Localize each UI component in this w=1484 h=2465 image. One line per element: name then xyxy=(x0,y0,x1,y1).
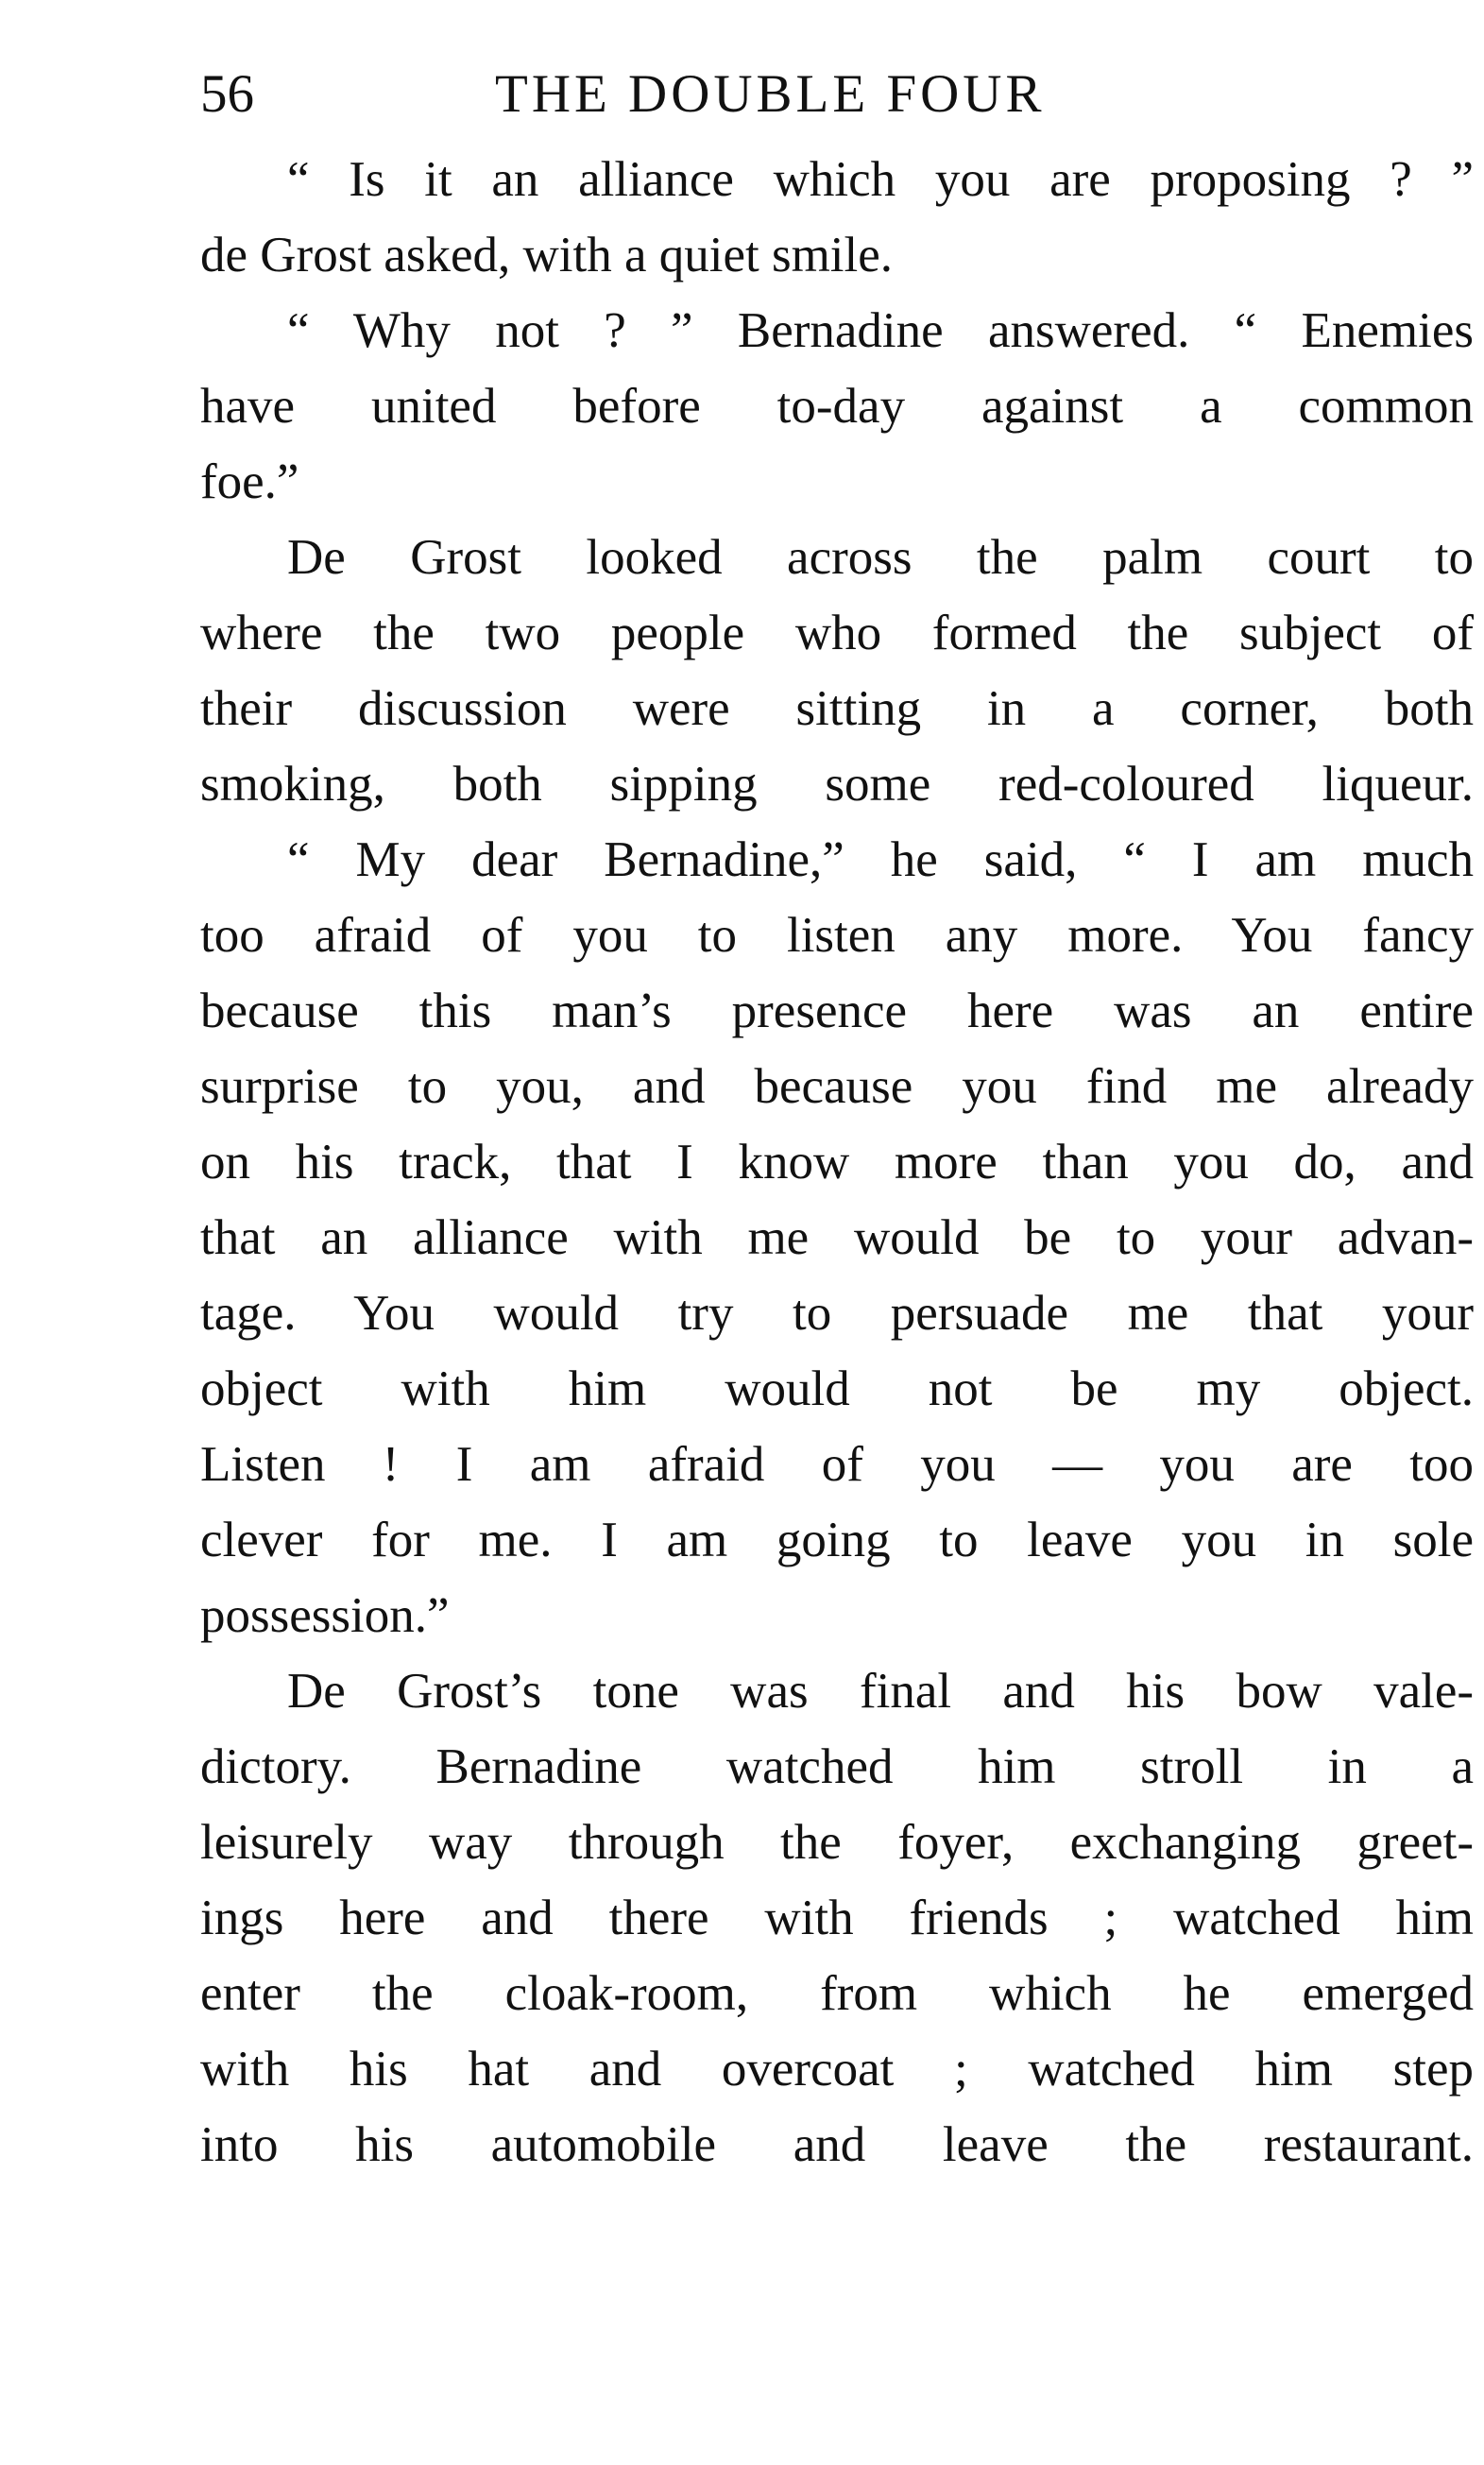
text-line: “ Why not ? ” Bernadine answered. “ Enemies xyxy=(287,303,1474,358)
paragraph xyxy=(200,142,1474,293)
text-line: into his automobile and leave the restaurant. xyxy=(200,2117,1474,2172)
text-line: De Grost looked across the palm court to xyxy=(287,530,1474,585)
paragraph xyxy=(200,822,1474,1653)
running-head xyxy=(200,57,1474,132)
text-line: have united before to-day against a common xyxy=(200,379,1474,434)
text-line: tage. You would try to persuade me that your xyxy=(200,1286,1474,1341)
body-text xyxy=(200,142,1474,2183)
text-line: “ Is it an alliance which you are proposing ? ” xyxy=(287,152,1474,207)
text-line: surprise to you, and because you find me already xyxy=(200,1059,1474,1114)
text-line: clever for me. I am going to leave you in sole xyxy=(200,1513,1474,1567)
text-line: because this man’s presence here was an entire xyxy=(200,984,1474,1038)
text-line: foe.” xyxy=(200,454,299,509)
text-line: leisurely way through the foyer, exchanging greet- xyxy=(200,1815,1474,1870)
paragraph xyxy=(200,1653,1474,2183)
text-line: smoking, both sipping some red-coloured liqueur. xyxy=(200,757,1474,812)
text-line: object with him would not be my object. xyxy=(200,1361,1474,1416)
text-line: too afraid of you to listen any more. You fancy xyxy=(200,908,1474,963)
text-line: De Grost’s tone was final and his bow vale- xyxy=(287,1664,1474,1719)
text-line: Listen ! I am afraid of you — you are too xyxy=(200,1437,1474,1492)
text-line: enter the cloak-room, from which he emerged xyxy=(200,1966,1474,2021)
text-line: with his hat and overcoat ; watched him step xyxy=(200,2042,1474,2097)
paragraph xyxy=(200,293,1474,520)
text-line: “ My dear Bernadine,” he said, “ I am much xyxy=(287,832,1474,887)
text-line: their discussion were sitting in a corner, both xyxy=(200,681,1474,736)
text-line: possession.” xyxy=(200,1588,450,1643)
page-number: 56 xyxy=(200,64,254,124)
text-line: dictory. Bernadine watched him stroll in a xyxy=(200,1739,1474,1794)
text-line: that an alliance with me would be to your advan- xyxy=(200,1210,1474,1265)
text-line: on his track, that I know more than you do, and xyxy=(200,1135,1474,1190)
paragraph xyxy=(200,520,1474,822)
text-line: ings here and there with friends ; watched him xyxy=(200,1891,1474,1945)
book-page xyxy=(200,57,1474,2183)
text-line: where the two people who formed the subject of xyxy=(200,606,1474,660)
text-line: de Grost asked, with a quiet smile. xyxy=(200,228,894,282)
book-title: THE DOUBLE FOUR xyxy=(495,64,1046,124)
